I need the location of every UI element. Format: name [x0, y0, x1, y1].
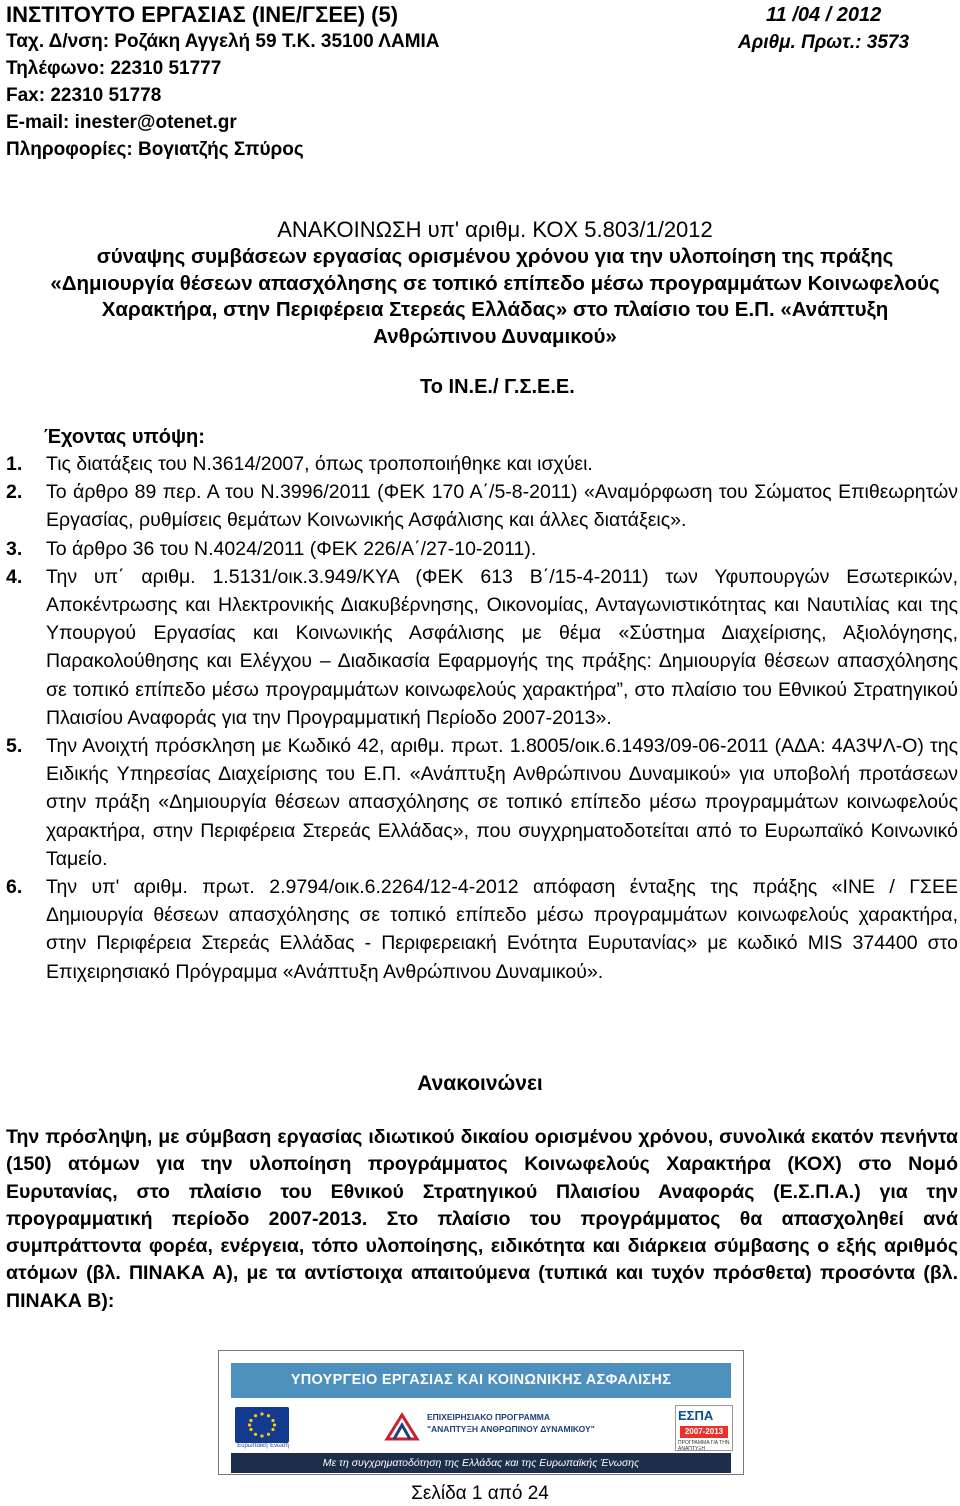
item-text: Το άρθρο 36 του Ν.4024/2011 (ΦΕΚ 226/Α΄/27-10-2011). — [46, 537, 537, 560]
ministry-bar: ΥΠΟΥΡΓΕΙΟ ΕΡΓΑΣΙΑΣ ΚΑΙ ΚΟΙΝΩΝΙΚΗΣ ΑΣΦΑΛΙΣΗΣ — [231, 1363, 731, 1398]
date-protocol-block — [738, 2, 909, 56]
list-item — [6, 563, 958, 732]
sender-block — [6, 2, 440, 163]
announcement-line: Χαρακτήρα, στην Περιφέρεια Στερεάς Ελλάδας» στο πλαίσιο του Ε.Π. «Ανάπτυξη — [101, 298, 889, 321]
considerations-list — [6, 450, 958, 986]
eu-flag-icon — [235, 1407, 289, 1443]
funding-banner — [218, 1350, 744, 1475]
announcement-title — [40, 216, 950, 350]
espa-subtitle: ΠΡΟΓΡΑΜΜΑ ΓΙΑ ΤΗΝ ΑΝΑΠΤΥΞΗ — [678, 1440, 730, 1452]
item-text: Την υπ΄ αριθμ. 1.5131/οικ.3.949/ΚΥΑ (ΦΕΚ 613 Β΄/15-4-2011) των Υφυπουργών Εσωτερικών, Αποκέντρωσης και Ηλεκτρονικής Διακυβέρνησης, Οικονομίας, Ανταγωνιστικότητας και Ναυτιλίας και της Υπουργού Εργασίας και Κοινωνικής Ασφάλισης με θέμα «Σύστημα Διαχείρισης, Αξιολόγησης, Παρακολούθησης και Ελέγχου – Διαδικασία Εφαρμογής της πράξης: Δημιουργία θέσεων απασχόλησης σε τοπικό επίπεδο μέσω προγραμμάτων κοινωφελούς χαρακτήρα”, στο πλαίσιο του Εθνικού Στρατηγικού Πλαισίου Αναφοράς για την Προγραμματική Περίοδο 2007-2013». — [46, 565, 958, 729]
item-number: 2. — [6, 481, 23, 504]
list-item — [6, 873, 958, 986]
email: E-mail: inester@otenet.gr — [6, 112, 237, 133]
info-contact: Πληροφορίες: Βογιατζής Σπύρος — [6, 139, 304, 160]
epan-line: "ΑΝΑΠΤΥΞΗ ΑΝΘΡΩΠΙΝΟΥ ΔΥΝΑΜΙΚΟΥ" — [427, 1424, 595, 1434]
epan-line: ΕΠΙΧΕΙΡΗΣΙΑΚΟ ΠΡΟΓΡΑΜΜΑ — [427, 1412, 551, 1422]
epan-logo-icon — [383, 1411, 421, 1443]
protocol-number: Αριθμ. Πρωτ.: 3573 — [738, 32, 910, 53]
espa-title: ΕΣΠΑ — [678, 1408, 714, 1423]
item-text: Την υπ' αριθμ. πρωτ. 2.9794/οικ.6.2264/12-4-2012 απόφαση ένταξης της πράξης «ΙΝΕ / ΓΣΕΕ Δημιουργία θέσεων απασχόλησης σε τοπικό επίπεδο μέσω προγραμμάτων κοινωφελούς χαρακτήρα, στην Περιφέρεια Στερεάς Ελλάδας - Περιφερειακή Ενότητα Ευρυτανίας» με κωδικό MIS 374400 στο Επιχειρησιακό Πρόγραμμα «Ανάπτυξη Ανθρώπινου Δυναμικού». — [46, 876, 958, 983]
eu-caption: Ευρωπαϊκή Ένωση — [237, 1443, 289, 1449]
item-number: 5. — [6, 735, 23, 758]
item-number: 6. — [6, 876, 23, 899]
document-date: 11 /04 / 2012 — [766, 4, 882, 26]
signer: Το ΙΝ.Ε./ Γ.Σ.Ε.Ε. — [420, 376, 575, 398]
org-name: ΙΝΣΤΙΤΟΥΤΟ ΕΡΓΑΣΙΑΣ (ΙΝΕ/ΓΣΕΕ) (5) — [6, 2, 399, 27]
announces-heading: Ανακοινώνει — [417, 1072, 543, 1095]
page-number: Σελίδα 1 από 24 — [411, 1483, 549, 1504]
item-number: 3. — [6, 537, 23, 560]
espa-years: 2007-2013 — [680, 1426, 728, 1438]
item-number: 4. — [6, 565, 23, 588]
list-item — [6, 732, 958, 873]
phone: Τηλέφωνο: 22310 51777 — [6, 58, 222, 79]
item-text: Τις διατάξεις του Ν.3614/2007, όπως τροποποιήθηκε και ισχύει. — [46, 453, 593, 475]
having-title: Έχοντας υπόψη: — [44, 426, 205, 448]
cofunding-slogan: Με τη συγχρηματοδότηση της Ελλάδας και της Ευρωπαϊκής Ένωσης — [231, 1453, 731, 1473]
logos-row — [231, 1403, 731, 1451]
fax: Fax: 22310 51778 — [6, 85, 162, 106]
announcement-line: Ανθρώπινου Δυναμικού» — [373, 324, 617, 348]
address: Ταχ. Δ/νση: Ροζάκη Αγγελή 59 Τ.Κ. 35100 ΛΑΜΙΑ — [6, 31, 440, 52]
item-text: Το άρθρο 89 περ. Α του Ν.3996/2011 (ΦΕΚ 170 Α΄/5-8-2011) «Αναμόρφωση του Σώματος Επιθεωρητών Εργασίας, ρυθμίσεις θεμάτων Κοινωνικής Ασφάλισης και άλλες διατάξεις». — [46, 481, 958, 532]
announcement-body: Την πρόσληψη, με σύμβαση εργασίας ιδιωτικού δικαίου ορισμένου χρόνου, συνολικά εκατόν πενήντα (150) ατόμων για την υλοποίηση προγράμματος Κοινωφελούς Χαρακτήρα (ΚΟΧ) στο Νομό Ευρυτανίας, στο πλαίσιο του Εθνικού Στρατηγικού Πλαισίου Αναφοράς (Ε.Σ.Π.Α.) για την προγραμματική περίοδο 2007-2013. Στο πλαίσιο του προγράμματος θα απασχοληθεί ανά συμπράττοντα φορέα, ενέργεια, τόπο υλοποίησης, ειδικότητα και διάρκεια σύμβασης ο εξής αριθμός ατόμων (βλ. ΠΙΝΑΚΑ Α), με τα αντίστοιχα απαιτούμενα (τυπικά και τυχόν πρόσθετα) προσόντα (βλ. ΠΙΝΑΚΑ Β): — [6, 1126, 958, 1312]
list-item — [6, 450, 958, 478]
announcement-number: ΑΝΑΚΟΙΝΩΣΗ υπ' αριθμ. ΚΟΧ 5.803/1/2012 — [277, 217, 713, 242]
espa-logo — [675, 1405, 733, 1451]
announcement-line: σύναψης συμβάσεων εργασίας ορισμένου χρόνου για την υλοποίηση της πράξης — [96, 245, 894, 268]
list-item — [6, 478, 958, 534]
announcement-line: «Δημιουργία θέσεων απασχόλησης σε τοπικό επίπεδο μέσω προγραμμάτων Κοινωφελούς — [50, 271, 940, 295]
epan-text — [427, 1411, 595, 1435]
item-text: Την Ανοιχτή πρόσκληση με Κωδικό 42, αριθμ. πρωτ. 1.8005/οικ.6.1493/09-06-2011 (ΑΔΑ: 4Α3ΨΛ-Ο) της Ειδικής Υπηρεσίας Διαχείρισης του Ε.Π. «Ανάπτυξη Ανθρώπινου Δυναμικού» για υποβολή προτάσεων στην πράξη «Δημιουργία θέσεων απασχόλησης σε τοπικό επίπεδο μέσω προγραμμάτων κοινωφελούς χαρακτήρα, στην Περιφέρεια Στερεάς Ελλάδας», που συγχρηματοδοτείται από το Ευρωπαϊκό Κοινωνικό Ταμείο. — [46, 735, 958, 870]
item-number: 1. — [6, 453, 23, 475]
list-item — [6, 535, 958, 563]
